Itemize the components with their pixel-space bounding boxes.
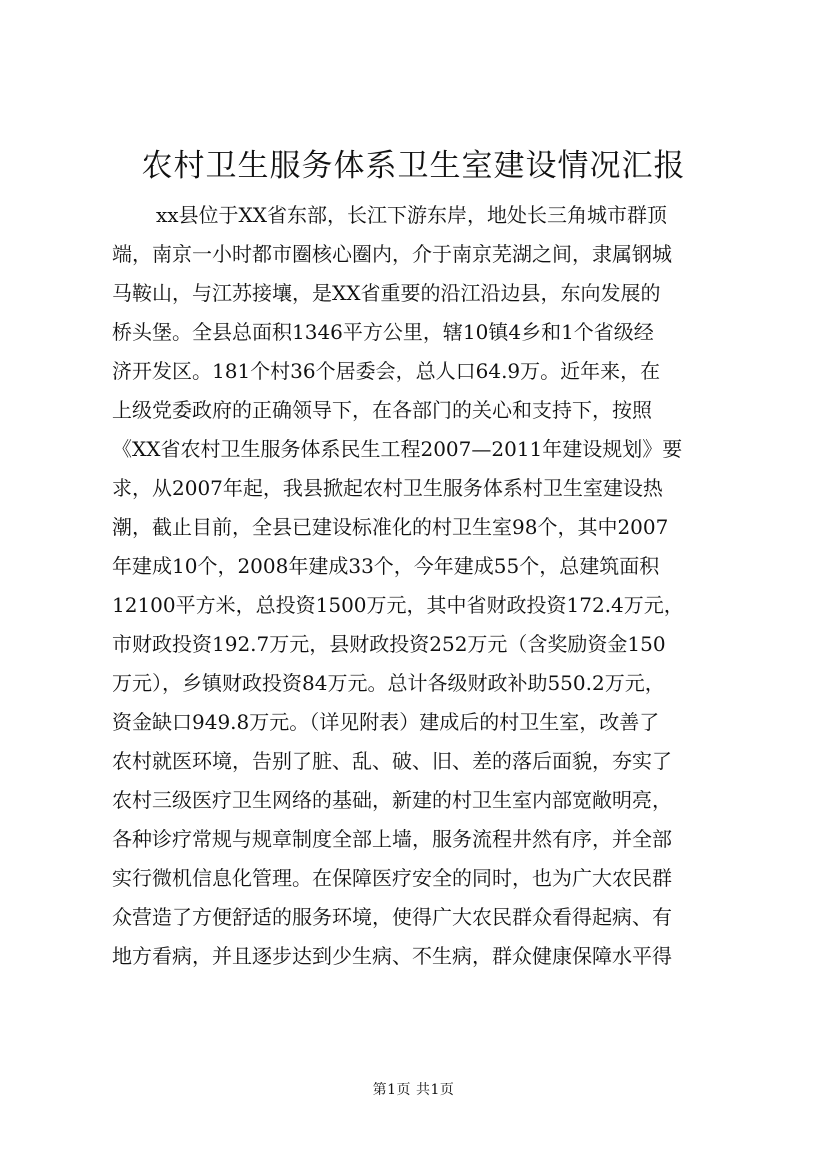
body-line: 万元），乡镇财政投资84万元。总计各级财政补助550.2万元， [112, 671, 665, 695]
body-line: xx县位于XX省东部，长江下游东岸，地处长三角城市群顶 [156, 203, 668, 227]
body-line: 市财政投资192.7万元，县财政投资252万元（含奖励资金150 [112, 632, 666, 656]
page-number-footer: 第1页 共1页 [372, 1082, 455, 1098]
body-line: 潮，截止目前，全县已建设标准化的村卫生室98个，其中2007 [112, 515, 669, 539]
body-line: 年建成10个，2008年建成33个，今年建成55个，总建筑面积 [112, 554, 660, 578]
body-line: 实行微机信息化管理。在保障医疗安全的同时，也为广大农民群 [112, 866, 672, 890]
body-line: 农村三级医疗卫生网络的基础，新建的村卫生室内部宽敞明亮， [112, 788, 672, 812]
body-line: 12100平方米，总投资1500万元，其中省财政投资172.4万元， [112, 593, 684, 617]
body-line: 《XX省农村卫生服务体系民生工程2007—2011年建设规划》要 [112, 437, 683, 461]
body-line: 马鞍山，与江苏接壤，是XX省重要的沿江沿边县，东向发展的 [112, 281, 661, 305]
body-line: 各种诊疗常规与规章制度全部上墙，服务流程井然有序，并全部 [112, 827, 672, 851]
body-line: 济开发区。181个村36个居委会，总人口64.9万。近年来，在 [112, 359, 661, 383]
body-line: 农村就医环境，告别了脏、乱、破、旧、差的落后面貌，夯实了 [112, 749, 672, 773]
body-line: 资金缺口949.8万元。（详见附表）建成后的村卫生室，改善了 [112, 710, 660, 734]
body-line: 求，从2007年起，我县掀起农村卫生服务体系村卫生室建设热 [112, 476, 663, 500]
document-body [112, 196, 742, 976]
body-line: 地方看病，并且逐步达到少生病、不生病，群众健康保障水平得 [112, 944, 672, 968]
body-line: 上级党委政府的正确领导下，在各部门的关心和支持下，按照 [112, 398, 652, 422]
document-title: 农村卫生服务体系卫生室建设情况汇报 [141, 148, 686, 184]
body-line: 众营造了方便舒适的服务环境，使得广大农民群众看得起病、有 [112, 905, 672, 929]
body-line: 端，南京一小时都市圈核心圈内，介于南京芜湖之间，隶属钢城 [112, 242, 672, 266]
body-line: 桥头堡。全县总面积1346平方公里，辖10镇4乡和1个省级经 [112, 320, 654, 344]
